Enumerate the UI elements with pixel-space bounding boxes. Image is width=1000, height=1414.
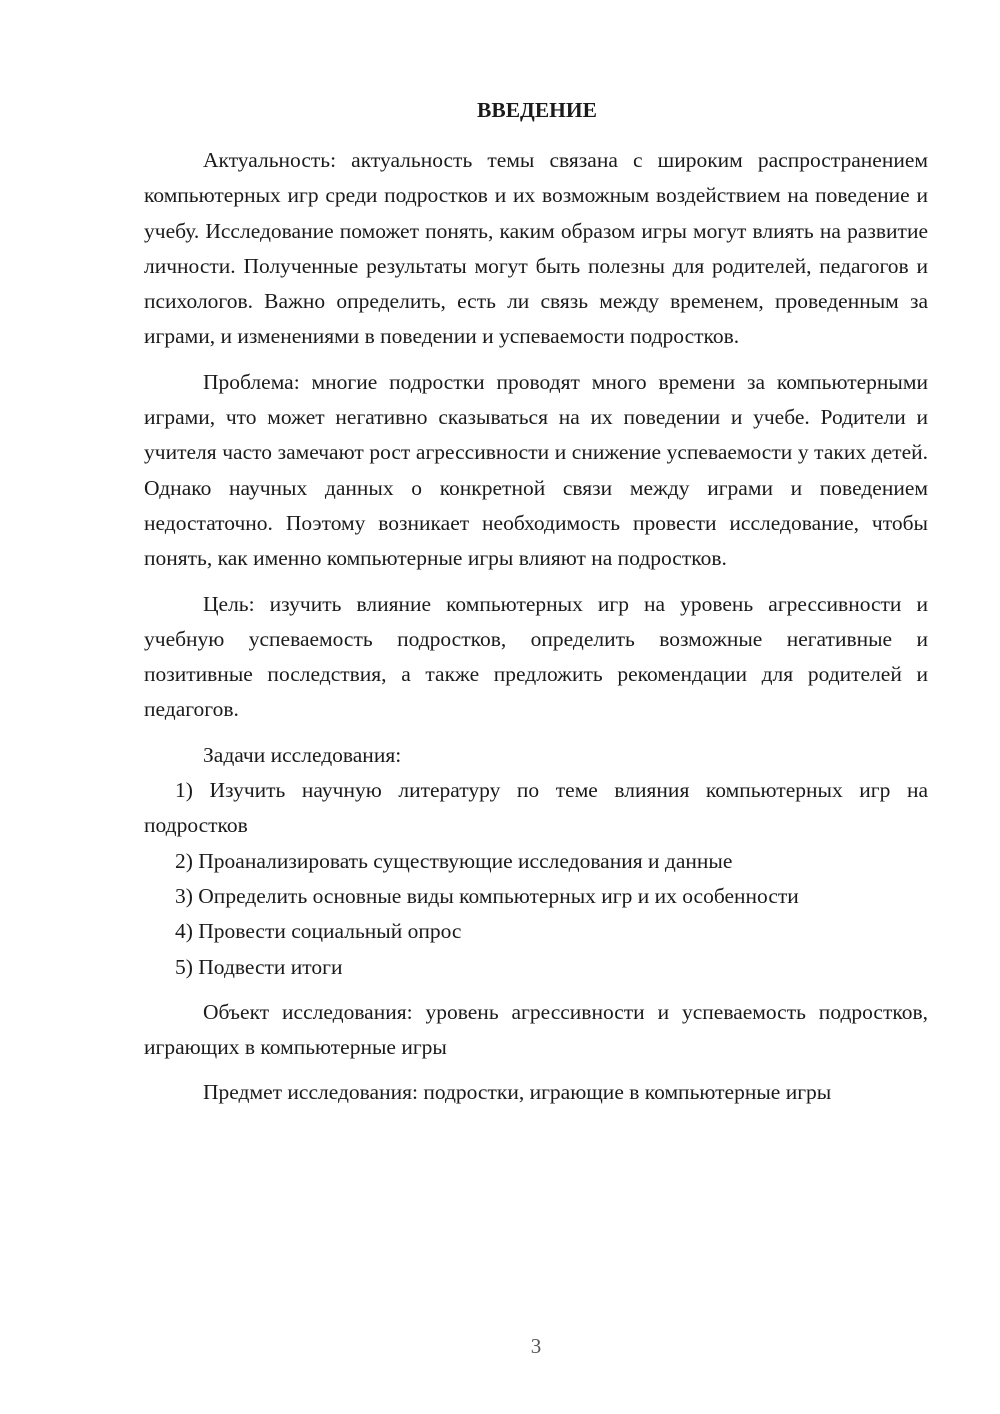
- task-item-3: 3) Определить основные виды компьютерных игр и их особенности: [175, 883, 799, 908]
- page-number: 3: [530, 1334, 542, 1358]
- task-item-1: 1) Изучить научную литературу по теме влияния компьютерных игр на подростков: [144, 778, 928, 838]
- relevance-paragraph: Актуальность: актуальность темы связана с широким распространением компьютерных игр среди подростков и их возможным воздействием на поведение и учебу. Исследование поможет понять, каким образом игры могут влиять на развитие личности. Полученные результаты могут быть полезны для родителей, педагогов и психологов. Важно определить, есть ли связь между временем, проведенным за играми, и изменениями в поведении и успеваемости подростков.: [144, 148, 928, 349]
- tasks-heading: Задачи исследования:: [203, 742, 402, 767]
- problem-paragraph: Проблема: многие подростки проводят много времени за компьютерными играми, что может негативно сказываться на их поведении и учебе. Родители и учителя часто замечают рост агрессивности и снижение успеваемости у таких детей. Однако научных данных о конкретной связи между играми и поведением недостаточно. Поэтому возникает необходимость провести исследование, чтобы понять, как именно компьютерные игры влияют на подростков.: [144, 369, 928, 571]
- page-content: [144, 93, 928, 1111]
- task-item-4: 4) Провести социальный опрос: [175, 919, 462, 944]
- object-paragraph: Объект исследования: уровень агрессивности и успеваемость подростков, играющих в компьютерные игры: [144, 999, 928, 1060]
- task-item-2: 2) Проанализировать существующие исследования и данные: [175, 848, 733, 873]
- goal-paragraph: Цель: изучить влияние компьютерных игр на уровень агрессивности и учебную успеваемость подростков, определить возможные негативные и позитивные последствия, а также предложить рекомендации для родителей и педагогов.: [144, 591, 928, 722]
- section-title: ВВЕДЕНИЕ: [477, 98, 597, 122]
- subject-paragraph: Предмет исследования: подростки, играющие в компьютерные игры: [203, 1080, 832, 1105]
- task-item-5: 5) Подвести итоги: [175, 954, 343, 979]
